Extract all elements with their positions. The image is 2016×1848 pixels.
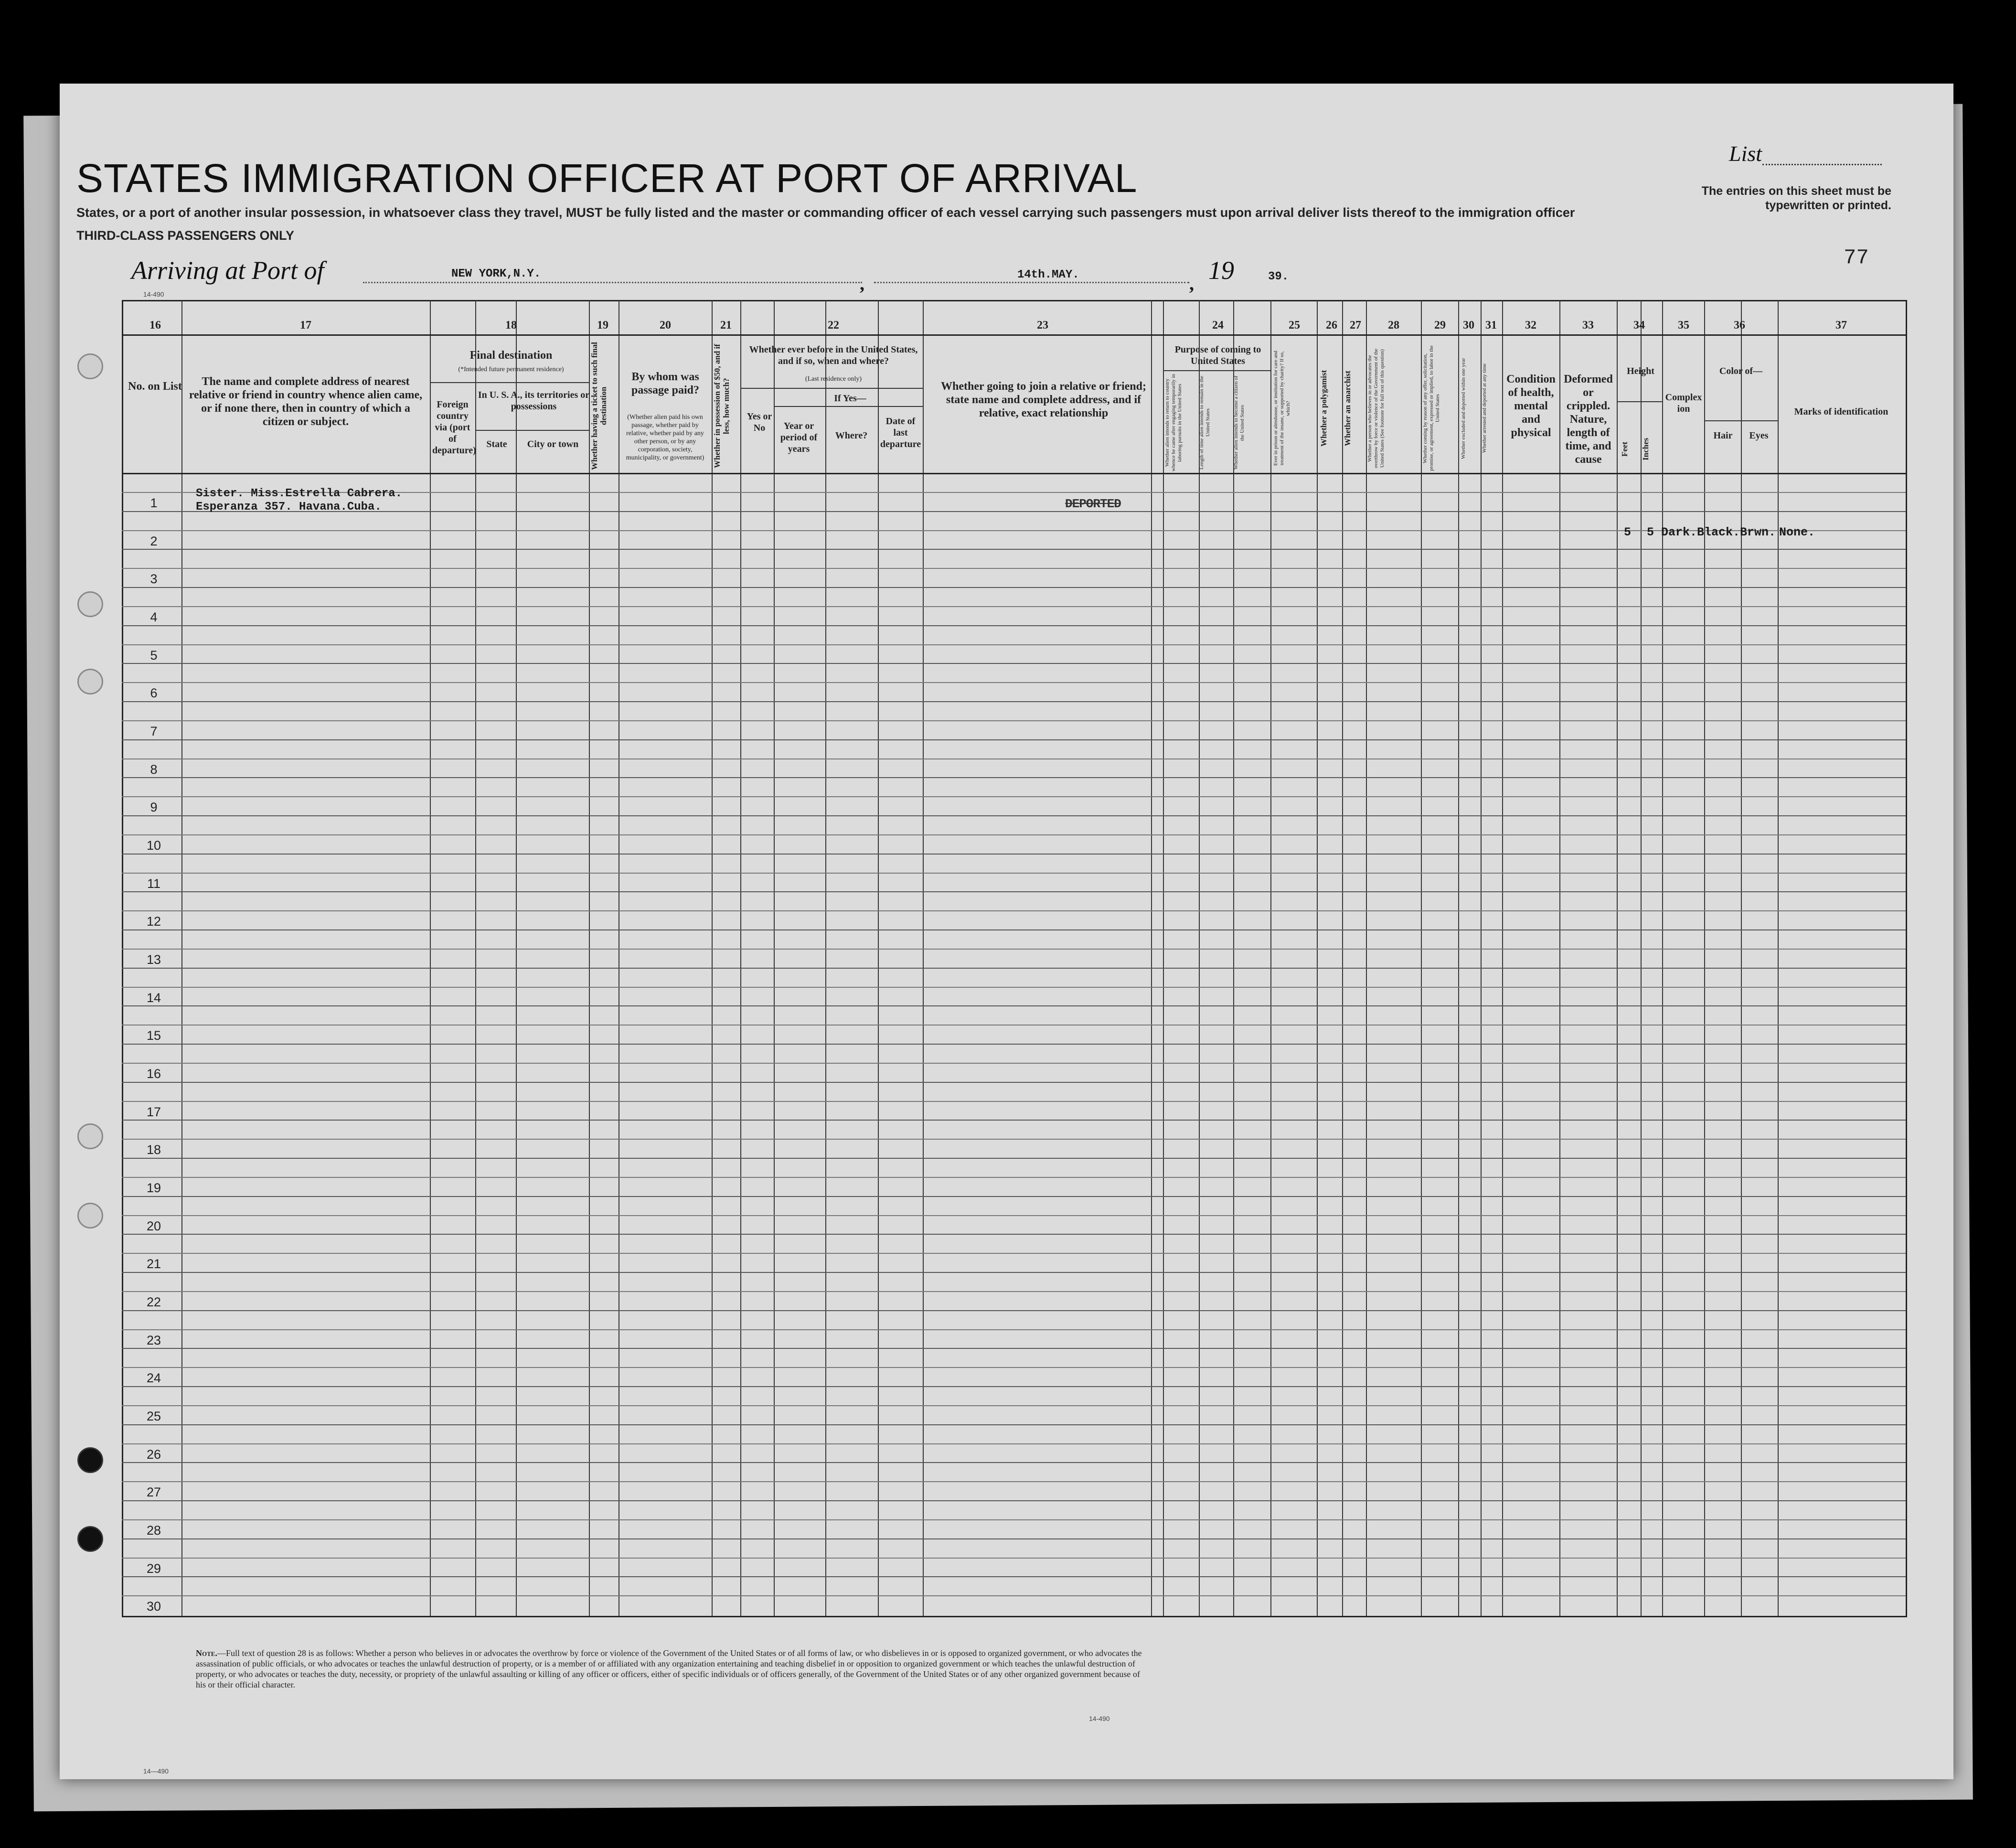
grid-header-rule <box>122 334 1906 336</box>
grid-row-rule <box>122 1405 1906 1406</box>
form-code: 14-490 <box>143 290 164 298</box>
grid-column-line <box>1233 300 1234 1616</box>
header-prison-charity: Ever in prison or almshouse, or institution for care and treatment of the insane, or supported by charity? If so, which? <box>1273 351 1291 466</box>
header-ever-before-in-us: Whether ever before in the United States, and if so, when and where? <box>749 344 918 366</box>
grid-row-rule <box>122 1177 1906 1178</box>
row-number: 6 <box>150 686 158 700</box>
punch-hole <box>77 353 103 379</box>
grid-row-rule <box>122 549 1906 550</box>
arriving-label: Arriving at Port of <box>131 256 324 285</box>
complexion-hair-eyes-entry: Dark.Black.Brwn. <box>1661 525 1776 539</box>
grid-row-rule <box>122 1158 1906 1159</box>
header-complexion: Complexion <box>1665 392 1702 414</box>
grid-row-rule <box>122 1139 1906 1140</box>
grid-row-rule <box>122 1558 1906 1559</box>
deported-stamp: DEPORTED <box>1065 497 1121 511</box>
grid-column-line <box>1163 300 1164 1616</box>
grid-row-rule <box>122 1481 1906 1482</box>
grid-row-rule <box>122 1576 1906 1577</box>
col-num-33: 33 <box>1582 319 1594 331</box>
punch-hole <box>77 1123 103 1149</box>
year-prefix: 19 <box>1208 256 1234 285</box>
grid-subheader-rule <box>774 406 923 407</box>
row-number: 5 <box>150 648 158 662</box>
footer-code-bottom: 14—490 <box>143 1767 169 1775</box>
grid-column-line <box>1778 300 1779 1616</box>
grid-column-line <box>740 300 741 1616</box>
typewritten-note: The entries on this sheet must be typewritten or printed. <box>1701 184 1891 212</box>
grid-row-rule <box>122 663 1906 664</box>
grid-row-rule <box>122 1253 1906 1254</box>
footnote-lead: Note. <box>196 1648 217 1658</box>
punch-hole <box>77 669 103 694</box>
header-final-destination: Final destination <box>469 349 553 362</box>
grid-column-line <box>430 300 431 1616</box>
header-anarchist: Whether an anarchist <box>1343 370 1352 447</box>
list-label: List <box>1729 141 1762 166</box>
grid-row-rule <box>122 644 1906 645</box>
row-number: 20 <box>146 1219 161 1233</box>
grid-row-rule <box>122 530 1906 531</box>
grid-row-rule <box>122 682 1906 683</box>
grid-row-rule <box>122 777 1906 778</box>
grid-column-line <box>1559 300 1560 1616</box>
header-deformed: Deformed or crippled. Nature, length of time, and cause <box>1564 373 1613 466</box>
header-city-or-town: City or town <box>527 439 579 449</box>
header-arrested-deported: Whether arrested and deported at any time <box>1482 363 1487 453</box>
grid-subheader-rule <box>430 382 589 383</box>
header-last-residence: (Last residence only) <box>805 375 862 383</box>
grid-subheader-rule <box>475 430 589 431</box>
col-num-19: 19 <box>597 319 608 331</box>
grid-row-rule <box>122 929 1906 930</box>
grid-row-rule <box>122 1443 1906 1444</box>
row-number: 3 <box>150 572 158 586</box>
col-num-27: 27 <box>1350 319 1361 331</box>
row-number: 8 <box>150 762 158 777</box>
col-num-37: 37 <box>1835 319 1847 331</box>
grid-column-line <box>1421 300 1422 1616</box>
grid-row-rule <box>122 910 1906 911</box>
date-entry: 14th.MAY. <box>1017 268 1079 281</box>
col-num-21: 21 <box>720 319 732 331</box>
header-nearest-relative: The name and complete address of nearest relative or friend in country whence alien came, or if none there, then in country of which a citizen or subject. <box>189 375 423 428</box>
grid-column-line <box>1662 300 1663 1616</box>
grid-column-line <box>475 300 476 1616</box>
height-inches-entry: 5 <box>1647 525 1654 539</box>
row-number: 9 <box>150 800 158 814</box>
grid-row-rule <box>122 1519 1906 1520</box>
grid-row-rule <box>122 1367 1906 1368</box>
grid-row-rule <box>122 796 1906 797</box>
punch-hole <box>77 591 103 617</box>
col-num-16: 16 <box>149 319 161 331</box>
col-num-31: 31 <box>1485 319 1497 331</box>
header-labor-offer: Whether coming by reason of any offer, solicitation, promise, or agreement, expressed or implied, to labor in the United States <box>1422 345 1440 471</box>
grid-subheader-rule <box>1704 420 1778 421</box>
grid-row-rule <box>122 739 1906 740</box>
grid-row-rule <box>122 1101 1906 1102</box>
grid-column-line <box>878 300 879 1616</box>
header-height: Height <box>1627 366 1654 376</box>
port-rule <box>363 282 862 283</box>
grid-row-rule <box>122 1120 1906 1121</box>
date-rule <box>874 282 1189 283</box>
grid-row-rule <box>122 758 1906 759</box>
grid-row-rule <box>122 891 1906 892</box>
grid-row-rule <box>122 1291 1906 1292</box>
grid-row-rule <box>122 1329 1906 1330</box>
comma-mark-2: , <box>1189 273 1194 294</box>
footnote <box>196 1648 1151 1690</box>
header-passage-paid-note: (Whether alien paid his own passage, whether paid by relative, whether paid by any other person, or by any corporation, society, municipality, or government) <box>626 414 704 461</box>
row-number: 25 <box>146 1409 161 1423</box>
grid-row-rule <box>122 949 1906 950</box>
header-intends-citizen: Whether alien intends to become a citizen of the United States <box>1233 375 1245 470</box>
header-ticket: Whether having a ticket to such final destination <box>590 342 608 470</box>
row-number: 11 <box>147 876 161 891</box>
grid-row-rule <box>122 1538 1906 1539</box>
row-number: 17 <box>146 1105 161 1119</box>
grid-row-rule <box>122 815 1906 816</box>
list-number-line <box>1762 164 1882 165</box>
row-number: 24 <box>146 1371 161 1385</box>
row-number: 22 <box>146 1295 161 1309</box>
form-title: STATES IMMIGRATION OFFICER AT PORT OF ARRIVAL <box>76 156 1138 201</box>
grid-row-rule <box>122 1063 1906 1064</box>
port-entry: NEW YORK,N.Y. <box>451 267 541 280</box>
row-number: 18 <box>146 1143 161 1157</box>
grid-row-rule <box>122 720 1906 721</box>
col-num-22: 22 <box>828 319 839 331</box>
grid-column-line <box>1151 300 1152 1616</box>
sheet-number: 77 <box>1844 246 1869 270</box>
row-number: 10 <box>146 838 161 853</box>
col-num-26: 26 <box>1326 319 1337 331</box>
row-number: 29 <box>146 1561 161 1576</box>
row-number: 19 <box>146 1181 161 1195</box>
col-num-24: 24 <box>1212 319 1224 331</box>
grid-row-rule <box>122 568 1906 569</box>
grid-row-rule <box>122 987 1906 988</box>
col-num-25: 25 <box>1289 319 1300 331</box>
year-suffix: 39. <box>1268 270 1289 283</box>
row-number: 13 <box>146 952 161 967</box>
row-number: 30 <box>146 1599 161 1613</box>
grid-column-line <box>1741 300 1742 1616</box>
grid-column-line <box>516 300 517 1616</box>
footnote-text: —Full text of question 28 is as follows: Whether a person who believes in or advocates the overthrow by force or violence of the Government of the United States or of all forms of law, or who disbelieves in or is opposed to organized government, or who advocates the assassination of public officials, or who advocates or teaches the unlawful destruction of property, or is a member of or affiliated with any organization entertaining and teaching disbelief in or opposition to organized government or which teaches the unlawful destruction of property, or who advocates or teaches the duty, necessity, or propriety of the unlawful assaulting or killing of any officer or officers, either of specific individuals or of officers generally, of the Government of the United States or of any other organized government because of his or their official character. <box>196 1648 1142 1689</box>
grid-row-rule <box>122 701 1906 702</box>
row-number: 16 <box>146 1067 161 1081</box>
row-number: 15 <box>146 1028 161 1043</box>
header-polygamist: Whether a polygamist <box>1319 370 1328 447</box>
relative-address-entry: Esperanza 357. Havana.Cuba. <box>196 501 382 513</box>
row-number: 4 <box>150 610 158 624</box>
grid-row-rule <box>122 606 1906 607</box>
punch-hole <box>77 1203 103 1228</box>
header-hair: Hair <box>1713 430 1733 441</box>
header-question-28: Whether a person who believes in or advocates the overthrow by force or violence of the Government of the United States (See footnote for full text of this question) <box>1367 348 1385 469</box>
grid-row-rule <box>122 1272 1906 1273</box>
header-final-destination-note: (*Intended future permanent residence) <box>458 366 564 373</box>
row-number: 26 <box>146 1447 161 1462</box>
grid-row-rule <box>122 873 1906 874</box>
comma-mark: , <box>860 273 864 294</box>
grid-row-rule <box>122 1500 1906 1501</box>
grid-row-rule <box>122 587 1906 588</box>
grid-subheader-rule <box>1163 370 1270 371</box>
header-join-relative: Whether going to join a relative or friend; state name and complete address, and if relative, exact relationship <box>941 380 1146 419</box>
header-passage-paid: By whom was passage paid? <box>631 371 700 396</box>
grid-column-line <box>1458 300 1459 1616</box>
row-number: 14 <box>146 991 161 1005</box>
grid-column-line <box>1704 300 1705 1616</box>
header-health: Condition of health, mental and physical <box>1506 373 1556 439</box>
col-num-32: 32 <box>1525 319 1536 331</box>
header-color-of: Color of— <box>1719 366 1763 376</box>
height-feet-entry: 5 <box>1624 525 1632 539</box>
header-no-on-list: No. on List <box>128 380 182 393</box>
grid-subheader-rule <box>1617 401 1662 402</box>
header-year-period: Year or period of years <box>780 421 818 454</box>
col-num-20: 20 <box>660 319 671 331</box>
grid-column-line <box>923 300 924 1616</box>
class-line: THIRD-CLASS PASSENGERS ONLY <box>76 228 295 243</box>
col-num-29: 29 <box>1434 319 1446 331</box>
header-marks-identification: Marks of identification <box>1794 406 1888 417</box>
grid-row-rule <box>122 834 1906 835</box>
col-num-36: 36 <box>1734 319 1745 331</box>
col-num-35: 35 <box>1678 319 1689 331</box>
grid-row-rule <box>122 1215 1906 1216</box>
row-number: 7 <box>150 724 158 738</box>
col-num-28: 28 <box>1388 319 1399 331</box>
grid-row-rule <box>122 1386 1906 1387</box>
grid-row-rule <box>122 1196 1906 1197</box>
grid-row-rule <box>122 1005 1906 1006</box>
col-num-30: 30 <box>1463 319 1474 331</box>
header-excluded-deported: Whether excluded and deported within one year <box>1461 358 1466 459</box>
grid-row-rule <box>122 1310 1906 1311</box>
header-state: State <box>486 439 507 449</box>
grid-row-rule <box>122 1348 1906 1349</box>
header-where: Where? <box>835 430 868 441</box>
grid-row-rule <box>122 1044 1906 1045</box>
grid-column-line <box>1617 300 1618 1616</box>
header-yes-or-no: Yes or No <box>747 411 772 433</box>
marks-entry: None. <box>1779 525 1815 539</box>
grid-column-line <box>774 300 775 1616</box>
form-instruction: States, or a port of another insular possession, in whatsoever class they travel, MUST be fully listed and the master or commanding officer of each vessel carrying such passengers must upon arrival deliver lists thereof to the immigration officer <box>76 205 1575 220</box>
grid-row-rule <box>122 1595 1906 1596</box>
footer-code: 14-490 <box>1089 1715 1110 1722</box>
header-fifty-dollars: Whether in possession of $50, and if less, how much? <box>713 344 731 468</box>
row-number: 12 <box>146 914 161 929</box>
row-number: 21 <box>146 1257 161 1271</box>
header-feet: Feet <box>1620 441 1629 457</box>
grid-row-rule <box>122 968 1906 969</box>
header-foreign-country: Foreign country via (port of departure) <box>432 399 476 456</box>
grid-column-line <box>712 300 713 1616</box>
grid-column-line <box>825 300 826 1616</box>
header-eyes: Eyes <box>1749 430 1769 441</box>
row-number: 1 <box>150 496 158 510</box>
grid-subheader-rule <box>740 388 923 389</box>
row-number: 23 <box>146 1333 161 1347</box>
grid-row-rule <box>122 1424 1906 1425</box>
grid-row-rule <box>122 1082 1906 1083</box>
grid-column-line <box>1270 300 1271 1616</box>
header-date-last-departure: Date of last departure <box>880 416 921 449</box>
grid-row-rule <box>122 1462 1906 1463</box>
col-num-17: 17 <box>300 319 311 331</box>
grid-column-line <box>1342 300 1343 1616</box>
grid-column-line <box>1199 300 1200 1616</box>
row-number: 28 <box>146 1523 161 1538</box>
grid-column-line <box>1481 300 1482 1616</box>
col-num-34: 34 <box>1633 319 1645 331</box>
grid-row-rule <box>122 511 1906 512</box>
header-in-usa: In U. S. A., its territories or possessions <box>478 390 590 412</box>
grid-row-rule <box>122 1234 1906 1235</box>
col-num-23: 23 <box>1037 319 1048 331</box>
grid-column-line <box>1366 300 1367 1616</box>
header-purpose: Purpose of coming to United States <box>1174 344 1261 366</box>
grid-column-line <box>1502 300 1503 1616</box>
header-return-intent: Whether alien intends to return to country whence he came after engaging temporarily in laboring pursuits in the United States <box>1164 374 1183 472</box>
punch-hole <box>77 1526 103 1552</box>
grid-row-rule <box>122 854 1906 855</box>
grid-column-line <box>589 300 590 1616</box>
grid-row-rule <box>122 625 1906 626</box>
col-num-18: 18 <box>505 319 517 331</box>
grid-column-line <box>1641 300 1642 1616</box>
header-length-of-stay: Length of time alien intends to remain in the United States <box>1199 375 1211 470</box>
row-number: 27 <box>146 1485 161 1499</box>
header-inches: Inches <box>1641 438 1650 460</box>
punch-hole <box>77 1447 103 1473</box>
header-if-yes: If Yes— <box>834 393 866 404</box>
grid-column-line <box>1317 300 1318 1616</box>
grid-header-rule <box>122 473 1906 474</box>
row-number: 2 <box>150 534 158 548</box>
relative-name-entry: Sister. Miss.Estrella Cabrera. <box>196 487 403 500</box>
